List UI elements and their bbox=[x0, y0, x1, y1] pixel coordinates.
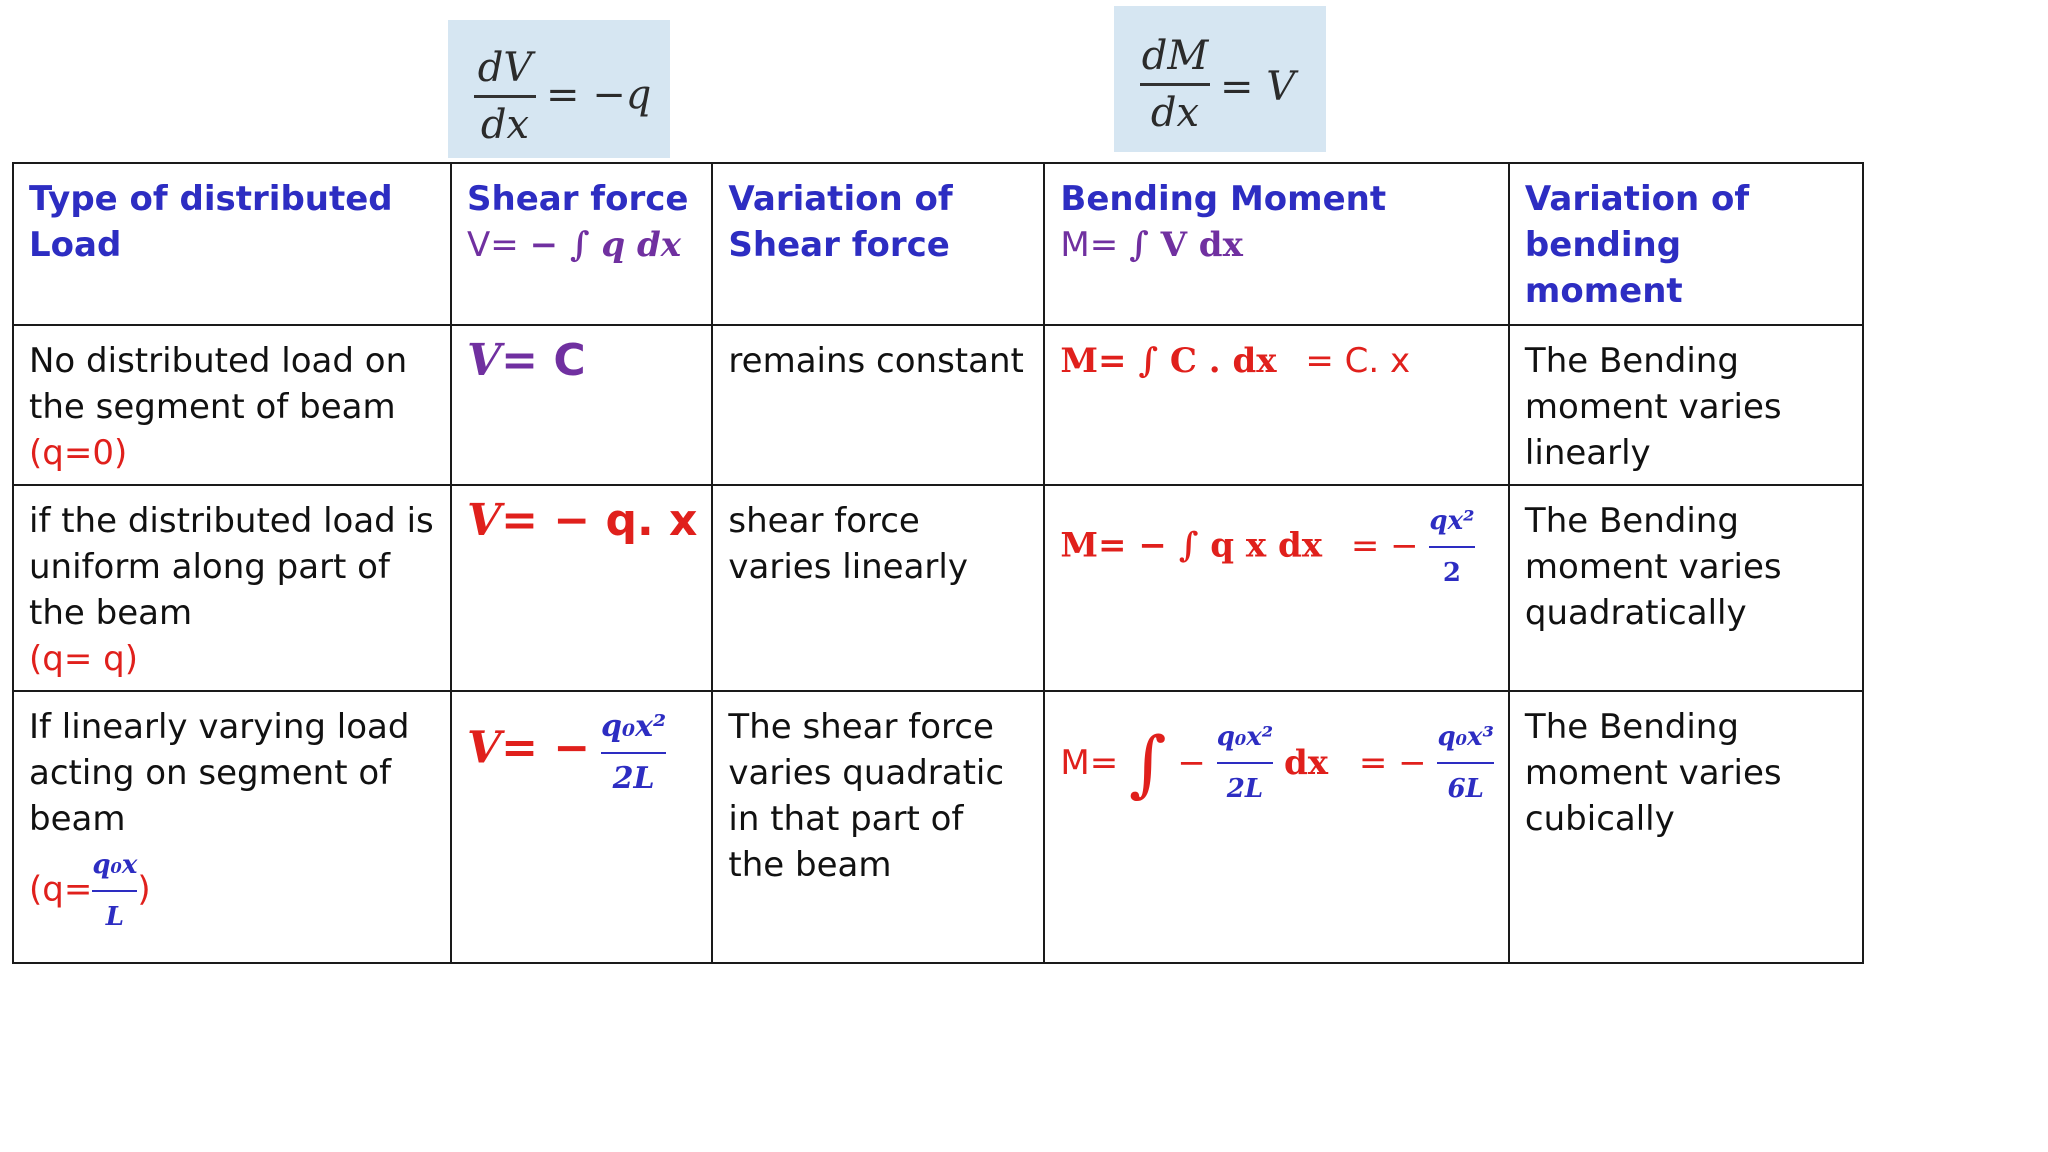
moment-cell: M= − ∫ q x dx = − $\frac{\text{qx²}}{2}$ bbox=[1044, 485, 1509, 691]
moment-fraction-result: $\frac{\text{q₀x³}}{6L}$ bbox=[1437, 722, 1494, 804]
formula-rhs: = V bbox=[1220, 64, 1296, 110]
load-type-cell: if the distributed load is uniform along part of the beam (q= q) bbox=[13, 485, 451, 691]
load-fraction: $\frac{\text{q₀x}}{L}$ bbox=[92, 850, 138, 932]
shear-force-cell: V= − q. x bbox=[451, 485, 712, 691]
table-header-row bbox=[13, 163, 1863, 325]
load-condition: (q= q) bbox=[29, 639, 138, 679]
shear-variation-cell: The shear force varies quadratic in that part of the beam bbox=[712, 691, 1044, 963]
moment-formula-lhs: M= bbox=[1060, 225, 1119, 265]
table-row bbox=[13, 691, 1863, 963]
header-load-type: Type of distributed Load bbox=[13, 163, 451, 325]
header-shear-title: Shear force bbox=[467, 179, 689, 219]
load-type-cell: If linearly varying load acting on segment of beam (q= $\frac{\text{q₀x}}{L}$ ) bbox=[13, 691, 451, 963]
moment-variation-cell: The Bending moment varies linearly bbox=[1509, 325, 1863, 485]
header-variation-moment: Variation of bending moment bbox=[1509, 163, 1863, 325]
moment-variation-cell: The Bending moment varies quadratically bbox=[1509, 485, 1863, 691]
moment-derivative-formula bbox=[1114, 6, 1326, 152]
load-condition: (q= $\frac{\text{q₀x}}{L}$ ) bbox=[29, 842, 436, 940]
formula-numerator: dM bbox=[1141, 33, 1209, 79]
load-condition: (q=0) bbox=[29, 433, 128, 473]
beam-load-table bbox=[12, 162, 1864, 964]
shear-force-cell: V= C bbox=[451, 325, 712, 485]
shear-variation-cell: remains constant bbox=[712, 325, 1044, 485]
shear-derivative-formula bbox=[448, 20, 670, 158]
load-type-cell: No distributed load on the segment of beam (q=0) bbox=[13, 325, 451, 485]
moment-formula-rhs: ∫ V dx bbox=[1129, 225, 1243, 265]
moment-variation-cell: The Bending moment varies cubically bbox=[1509, 691, 1863, 963]
moment-fraction: $\frac{\text{qx²}}{2}$ bbox=[1429, 506, 1475, 588]
table-row bbox=[13, 485, 1863, 691]
integral-sign: ∫ bbox=[1129, 721, 1167, 805]
shear-variation-cell: shear force varies linearly bbox=[712, 485, 1044, 691]
table-row bbox=[13, 325, 1863, 485]
moment-cell: M= ∫ − $\frac{\text{q₀x²}}{2L}$ dx = − $\frac{\text{q₀x³}}{6L}$ bbox=[1044, 691, 1509, 963]
shear-fraction: $\frac{\text{q₀x²}}{2L}$ bbox=[601, 709, 667, 796]
moment-cell: M= ∫ C . dx = C. x bbox=[1044, 325, 1509, 485]
header-shear-force bbox=[451, 163, 712, 325]
formula-numerator: dV bbox=[477, 45, 533, 91]
header-moment-title: Bending Moment bbox=[1060, 179, 1387, 219]
formula-rhs: = −q bbox=[546, 72, 652, 118]
shear-formula-lhs: V= bbox=[467, 225, 519, 265]
shear-formula-rhs: − ∫ q dx bbox=[529, 225, 682, 265]
moment-fraction: $\frac{\text{q₀x²}}{2L}$ bbox=[1216, 722, 1274, 804]
header-bending-moment bbox=[1044, 163, 1509, 325]
header-variation-shear: Variation of Shear force bbox=[712, 163, 1044, 325]
shear-force-cell: V= − $\frac{\text{q₀x²}}{2L}$ bbox=[451, 691, 712, 963]
formula-denominator: dx bbox=[1150, 90, 1200, 136]
formula-denominator: dx bbox=[480, 102, 530, 148]
